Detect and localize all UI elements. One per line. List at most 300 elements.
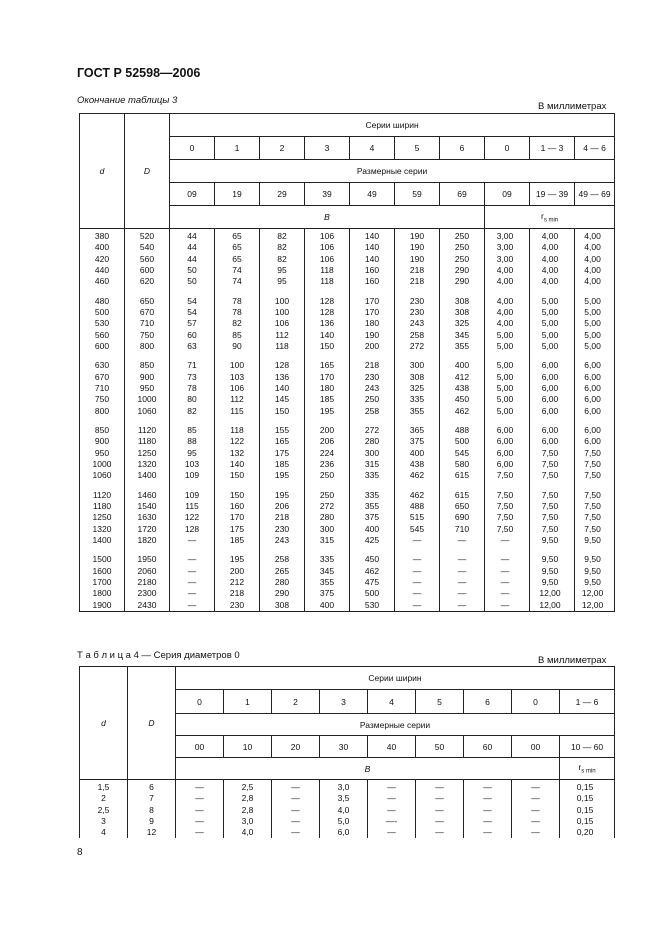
group-gap <box>170 417 214 425</box>
table3-cell: 7,50 <box>541 512 559 523</box>
group-gap <box>575 417 610 425</box>
group-gap <box>530 417 570 425</box>
group-gap <box>350 287 394 295</box>
table3-cell: 206 <box>274 500 290 511</box>
table4-cell: — <box>483 804 492 815</box>
table3-cell: 250 <box>319 489 335 500</box>
table3-cell: 7,50 <box>541 458 559 469</box>
table3-cell: 112 <box>230 394 244 405</box>
t4-dim-code: 20 <box>272 736 320 758</box>
table3-cell: 4,00 <box>541 253 559 264</box>
table3-cell: 109 <box>184 470 200 481</box>
table3-cell: 136 <box>319 318 335 329</box>
group-gap <box>305 482 349 490</box>
table3-cell: — <box>412 599 422 610</box>
table4-cell: 2,8 <box>241 804 254 815</box>
dim-code: 39 <box>305 183 350 206</box>
table3-cell: 450 <box>454 394 470 405</box>
table3-cell: 230 <box>364 371 380 382</box>
group-gap <box>485 287 525 295</box>
table3-cell: 375 <box>319 588 335 599</box>
table3-cell: 5,00 <box>496 394 514 405</box>
table3-cell: 100 <box>274 295 290 306</box>
table4-cell: — <box>483 793 492 804</box>
group-gap <box>440 482 484 490</box>
table3-cell: 6,00 <box>541 371 559 382</box>
table3-cell: 1600 <box>92 565 112 576</box>
table3-cell: 6,00 <box>584 360 601 371</box>
group-gap <box>395 417 439 425</box>
table3-cell: 185 <box>274 458 290 469</box>
table3-cell: 1820 <box>137 534 157 545</box>
table3-cell: 335 <box>409 394 425 405</box>
table3-cell: 218 <box>409 264 425 275</box>
table3-cell: 1700 <box>92 576 112 587</box>
table3-cell: 375 <box>409 436 425 447</box>
table3-cell: 308 <box>454 295 470 306</box>
table4-cell: — <box>387 793 396 804</box>
table4-cell: 5,0 <box>337 815 350 826</box>
table3-cell: 206 <box>319 436 335 447</box>
table4-column-7 <box>416 780 464 839</box>
table4-cell: — <box>483 815 492 826</box>
table3-cell: 710 <box>94 382 110 393</box>
table3-cell: 300 <box>364 447 380 458</box>
table3-cell: 78 <box>187 382 197 393</box>
table4-column-3 <box>224 780 272 839</box>
table3-cell: 5,00 <box>496 329 514 340</box>
width-code: 1 <box>215 137 260 160</box>
table3-cell: 150 <box>229 489 245 500</box>
table4-cell: — <box>531 827 540 838</box>
table3-cell: 650 <box>454 500 470 511</box>
table3-cell: 4,00 <box>496 306 514 317</box>
group-gap <box>80 482 124 490</box>
t4-header-width-series: Серии ширин <box>176 667 615 690</box>
table3-cell: 438 <box>409 458 425 469</box>
group-gap <box>440 287 484 295</box>
table3-cell: — <box>187 534 197 545</box>
table3-cell: — <box>412 565 422 576</box>
table3-cell: 7,50 <box>496 523 514 534</box>
table3-cell: 7,50 <box>541 523 559 534</box>
table3-cell: 5,00 <box>541 329 559 340</box>
table3-cell: 400 <box>364 523 380 534</box>
table3-cell: 4,00 <box>584 264 601 275</box>
table4-cell: — <box>531 793 540 804</box>
table4-column-9 <box>512 780 560 839</box>
table3-cell: 7,50 <box>584 523 601 534</box>
table3-cell: 218 <box>409 276 425 287</box>
t4-header-B: B <box>176 758 560 780</box>
table3-cell: 82 <box>277 253 287 264</box>
table3-cell: 355 <box>409 405 425 416</box>
table3-cell: 128 <box>319 306 335 317</box>
table3-cell: 1540 <box>137 500 157 511</box>
table3-cell: 118 <box>320 276 334 287</box>
table3-cell: 355 <box>454 340 470 351</box>
table3-column-9 <box>485 229 530 612</box>
table3-cell: 375 <box>364 512 380 523</box>
table3-cell: 355 <box>319 576 335 587</box>
table3-cell: 1060 <box>92 470 112 481</box>
table3-cell: — <box>500 554 510 565</box>
table3-cell: 2300 <box>137 588 157 599</box>
table3-cell: 212 <box>229 576 245 587</box>
width-code: 0 <box>485 137 530 160</box>
table3-cell: 95 <box>277 276 287 287</box>
table3-cell: 258 <box>409 329 425 340</box>
table3-cell: 4,00 <box>541 276 559 287</box>
table3-cell: 140 <box>364 242 380 253</box>
table3-cell: — <box>457 554 467 565</box>
table3-units: В миллиметрах <box>538 101 607 112</box>
table3-cell: 488 <box>409 500 425 511</box>
table3-caption: Окончание таблицы 3 <box>77 95 178 106</box>
t4-header-r <box>560 758 615 780</box>
table3-cell: 140 <box>364 231 380 241</box>
group-gap <box>170 287 214 295</box>
table3 <box>79 113 615 612</box>
table3-cell: — <box>187 576 197 587</box>
table3-cell: 9,50 <box>541 565 559 576</box>
table3-cell: 7,50 <box>496 512 514 523</box>
table3-cell: 9,50 <box>584 576 601 587</box>
table3-cell: 545 <box>454 447 470 458</box>
table3-cell: 175 <box>229 523 245 534</box>
table3-cell: 6,00 <box>496 425 514 436</box>
table3-cell: 7,50 <box>584 500 601 511</box>
table3-cell: — <box>500 576 510 587</box>
t4-header-d: d <box>80 667 128 780</box>
table3-cell: 710 <box>139 318 155 329</box>
table4-cell: 2,8 <box>241 793 254 804</box>
group-gap <box>80 546 124 554</box>
table3-cell: 440 <box>94 264 110 275</box>
table3-column-8 <box>440 229 485 612</box>
table3-cell: 60 <box>187 329 197 340</box>
table3-cell: 5,00 <box>584 318 601 329</box>
table3-cell: 420 <box>94 253 110 264</box>
table4-cell: — <box>483 782 492 792</box>
table4-cell: — <box>291 793 300 804</box>
table3-cell: 1250 <box>92 512 112 523</box>
table3-cell: 115 <box>230 405 244 416</box>
table3-cell: 462 <box>364 565 380 576</box>
table3-cell: 335 <box>319 554 335 565</box>
table4-cell: 12 <box>146 827 157 838</box>
table3-cell: 462 <box>409 489 425 500</box>
table3-cell: 122 <box>184 512 200 523</box>
table3-cell: 1250 <box>137 447 157 458</box>
table3-cell: 100 <box>229 360 245 371</box>
table4-cell: — <box>195 782 204 792</box>
t4-width-code: 5 <box>416 690 464 714</box>
dim-code: 19 <box>215 183 260 206</box>
table3-cell: 165 <box>319 360 335 371</box>
table3-cell: 1180 <box>92 500 112 511</box>
table3-cell: 65 <box>232 231 242 241</box>
group-gap <box>395 352 439 360</box>
t4-dim-code: 10 <box>224 736 272 758</box>
dim-code: 49 — 69 <box>575 183 615 206</box>
header-B: B <box>170 206 485 229</box>
table4-cell: 3,0 <box>337 782 350 792</box>
table4-cell: 2,5 <box>241 782 254 792</box>
dim-code: 09 <box>485 183 530 206</box>
table3-cell: 6,00 <box>584 394 601 405</box>
table4-cell: — <box>387 804 396 815</box>
table3-cell: 3,00 <box>496 253 514 264</box>
table3-cell: 400 <box>319 599 335 610</box>
dim-code: 49 <box>350 183 395 206</box>
table3-cell: 1400 <box>92 534 112 545</box>
table3-cell: 280 <box>364 436 380 447</box>
table3-cell: 106 <box>274 318 290 329</box>
table3-cell: 1900 <box>92 599 112 610</box>
table3-column-7 <box>395 229 440 612</box>
table3-cell: 258 <box>274 554 290 565</box>
group-gap <box>575 352 610 360</box>
table3-cell: 112 <box>275 329 289 340</box>
t4-header-D: D <box>128 667 176 780</box>
t4-width-code: 3 <box>320 690 368 714</box>
table3-cell: 1320 <box>92 523 112 534</box>
t4-dim-code: 30 <box>320 736 368 758</box>
table3-cell: 5,00 <box>584 295 601 306</box>
table3-cell: 128 <box>184 523 200 534</box>
table3-cell: 5,00 <box>584 329 601 340</box>
table4-units: В миллиметрах <box>538 655 607 666</box>
header-r <box>485 206 615 229</box>
width-code: 0 <box>170 137 215 160</box>
table3-cell: 315 <box>319 534 335 545</box>
table3-cell: 12,00 <box>581 588 604 599</box>
group-gap <box>170 482 214 490</box>
table3-cell: 560 <box>94 329 110 340</box>
table3-cell: — <box>412 576 422 587</box>
table3-cell: 950 <box>139 382 155 393</box>
group-gap <box>575 287 610 295</box>
table3-cell: 140 <box>364 253 380 264</box>
table3-cell: 400 <box>94 242 110 253</box>
t4-width-code: 4 <box>368 690 416 714</box>
table3-cell: 9,50 <box>584 554 601 565</box>
table4-cell: — <box>291 815 300 826</box>
table3-cell: 136 <box>274 371 290 382</box>
table3-cell: 85 <box>187 425 197 436</box>
table3-cell: 365 <box>409 425 425 436</box>
table3-cell: 580 <box>454 458 470 469</box>
table3-cell: 44 <box>187 231 197 241</box>
table3-column-5 <box>305 229 350 612</box>
table4-cell: 2,5 <box>97 804 110 815</box>
table3-cell: 345 <box>454 329 470 340</box>
table4 <box>79 666 615 838</box>
group-gap <box>125 546 169 554</box>
table3-cell: 1800 <box>92 588 112 599</box>
table3-cell: 103 <box>229 371 245 382</box>
width-code: 4 — 6 <box>575 137 615 160</box>
table3-cell: 230 <box>409 306 425 317</box>
table3-cell: 3,00 <box>496 231 514 241</box>
table4-cell: — <box>435 782 444 792</box>
table4-cell: — <box>435 827 444 838</box>
table3-cell: 109 <box>184 489 200 500</box>
table3-cell: 2060 <box>137 565 157 576</box>
table3-cell: 1120 <box>92 489 112 500</box>
table3-cell: 500 <box>454 436 470 447</box>
table3-cell: 750 <box>94 394 110 405</box>
table3-cell: — <box>457 599 467 610</box>
table4-cell: 3 <box>101 815 106 826</box>
table3-column-11 <box>575 229 615 612</box>
table3-cell: 7,50 <box>541 489 559 500</box>
table3-cell: 230 <box>229 599 245 610</box>
table3-cell: 308 <box>409 371 425 382</box>
table3-cell: 6,00 <box>541 382 559 393</box>
table4-cell: 6,0 <box>337 827 350 838</box>
group-gap <box>215 417 259 425</box>
table3-cell: 6,00 <box>496 436 514 447</box>
table3-cell: 85 <box>232 329 242 340</box>
table3-cell: 54 <box>187 295 197 306</box>
header-d: d <box>80 114 125 229</box>
group-gap <box>485 417 525 425</box>
table3-cell: 2180 <box>137 576 157 587</box>
table4-column-2 <box>176 780 224 839</box>
table3-cell: 6,00 <box>541 394 559 405</box>
table3-cell: 250 <box>454 253 470 264</box>
group-gap <box>215 352 259 360</box>
group-gap <box>125 417 169 425</box>
table3-cell: 5,00 <box>496 360 514 371</box>
table3-cell: 258 <box>364 405 380 416</box>
table4-cell: — <box>531 815 540 826</box>
table3-cell: 265 <box>274 565 290 576</box>
table4-cell: — <box>195 827 204 838</box>
table3-cell: 280 <box>319 512 335 523</box>
table3-cell: 1630 <box>137 512 157 523</box>
table3-cell: 315 <box>364 458 380 469</box>
table3-cell: 160 <box>364 264 380 275</box>
group-gap <box>485 546 525 554</box>
table3-cell: — <box>187 565 197 576</box>
table4-caption: Т а б л и ц а 4 — Серия диаметров 0 <box>77 650 240 661</box>
table3-cell: 170 <box>364 306 380 317</box>
table3-cell: 6,00 <box>584 425 601 436</box>
table3-cell: 4,00 <box>584 242 601 253</box>
table3-cell: 4,00 <box>496 318 514 329</box>
table3-cell: 9,50 <box>584 565 601 576</box>
table3-cell: 300 <box>319 523 335 534</box>
table3-column-4 <box>260 229 305 612</box>
t4-width-code: 1 <box>224 690 272 714</box>
table3-cell: 6,00 <box>541 425 559 436</box>
table3-cell: 5,00 <box>496 405 514 416</box>
table4-column-4 <box>272 780 320 839</box>
table3-cell: 1720 <box>137 523 157 534</box>
table3-cell: 7,50 <box>541 447 559 458</box>
table3-cell: 6,00 <box>496 458 514 469</box>
table4-cell: — <box>291 827 300 838</box>
table3-cell: 900 <box>94 436 110 447</box>
table3-cell: 850 <box>139 360 155 371</box>
table3-cell: 140 <box>229 458 245 469</box>
table3-cell: 82 <box>277 242 287 253</box>
table3-cell: 4,00 <box>496 295 514 306</box>
table3-cell: 95 <box>277 264 287 275</box>
t4-header-dim-series: Размерные серии <box>176 714 615 736</box>
table3-cell: 230 <box>274 523 290 534</box>
group-gap <box>260 352 304 360</box>
group-gap <box>485 482 525 490</box>
table3-cell: 12,00 <box>539 599 561 610</box>
table3-cell: 200 <box>319 425 335 436</box>
table3-cell: 150 <box>274 405 290 416</box>
table3-cell: 6,00 <box>584 371 601 382</box>
table3-cell: 230 <box>409 295 425 306</box>
table3-cell: 78 <box>232 295 242 306</box>
table3-cell: 480 <box>94 295 110 306</box>
table3-cell: 1000 <box>137 394 157 405</box>
table3-cell: 850 <box>94 425 110 436</box>
table3-cell: — <box>187 588 197 599</box>
table3-cell: 250 <box>454 242 470 253</box>
table3-cell: 5,00 <box>496 382 514 393</box>
table3-cell: 9,50 <box>541 576 559 587</box>
table3-cell: 670 <box>94 371 110 382</box>
table4-cell: 0,15 <box>576 782 594 792</box>
table3-cell: 74 <box>232 276 242 287</box>
group-gap <box>125 352 169 360</box>
dim-code: 29 <box>260 183 305 206</box>
table3-cell: 300 <box>409 360 425 371</box>
table4-cell: 7 <box>149 793 154 804</box>
t4-width-code: 6 <box>464 690 512 714</box>
width-code: 2 <box>260 137 305 160</box>
table3-cell: 106 <box>319 253 335 264</box>
table3-cell: 195 <box>274 489 290 500</box>
t4-dim-code: 60 <box>464 736 512 758</box>
table3-cell: 380 <box>94 231 110 241</box>
table4-cell: — <box>195 815 204 826</box>
table3-cell: — <box>457 576 467 587</box>
table3-cell: 50 <box>187 276 197 287</box>
table3-cell: 272 <box>364 425 380 436</box>
table4-cell: — <box>531 804 540 815</box>
table3-cell: 5,00 <box>496 340 514 351</box>
table4-column-1 <box>128 780 176 839</box>
table3-cell: 218 <box>229 588 245 599</box>
table3-cell: 118 <box>320 264 334 275</box>
group-gap <box>530 546 570 554</box>
table4-cell: — <box>435 793 444 804</box>
group-gap <box>485 352 525 360</box>
table3-cell: 1060 <box>137 405 157 416</box>
table3-cell: 620 <box>139 276 155 287</box>
group-gap <box>440 352 484 360</box>
table3-cell: 218 <box>274 512 290 523</box>
table3-cell: 250 <box>364 394 380 405</box>
table3-cell: 7,50 <box>496 489 514 500</box>
table3-cell: 200 <box>364 340 380 351</box>
table3-cell: 170 <box>364 295 380 306</box>
table3-cell: 800 <box>139 340 155 351</box>
group-gap <box>260 287 304 295</box>
table3-cell: 1950 <box>137 554 157 565</box>
group-gap <box>80 287 124 295</box>
